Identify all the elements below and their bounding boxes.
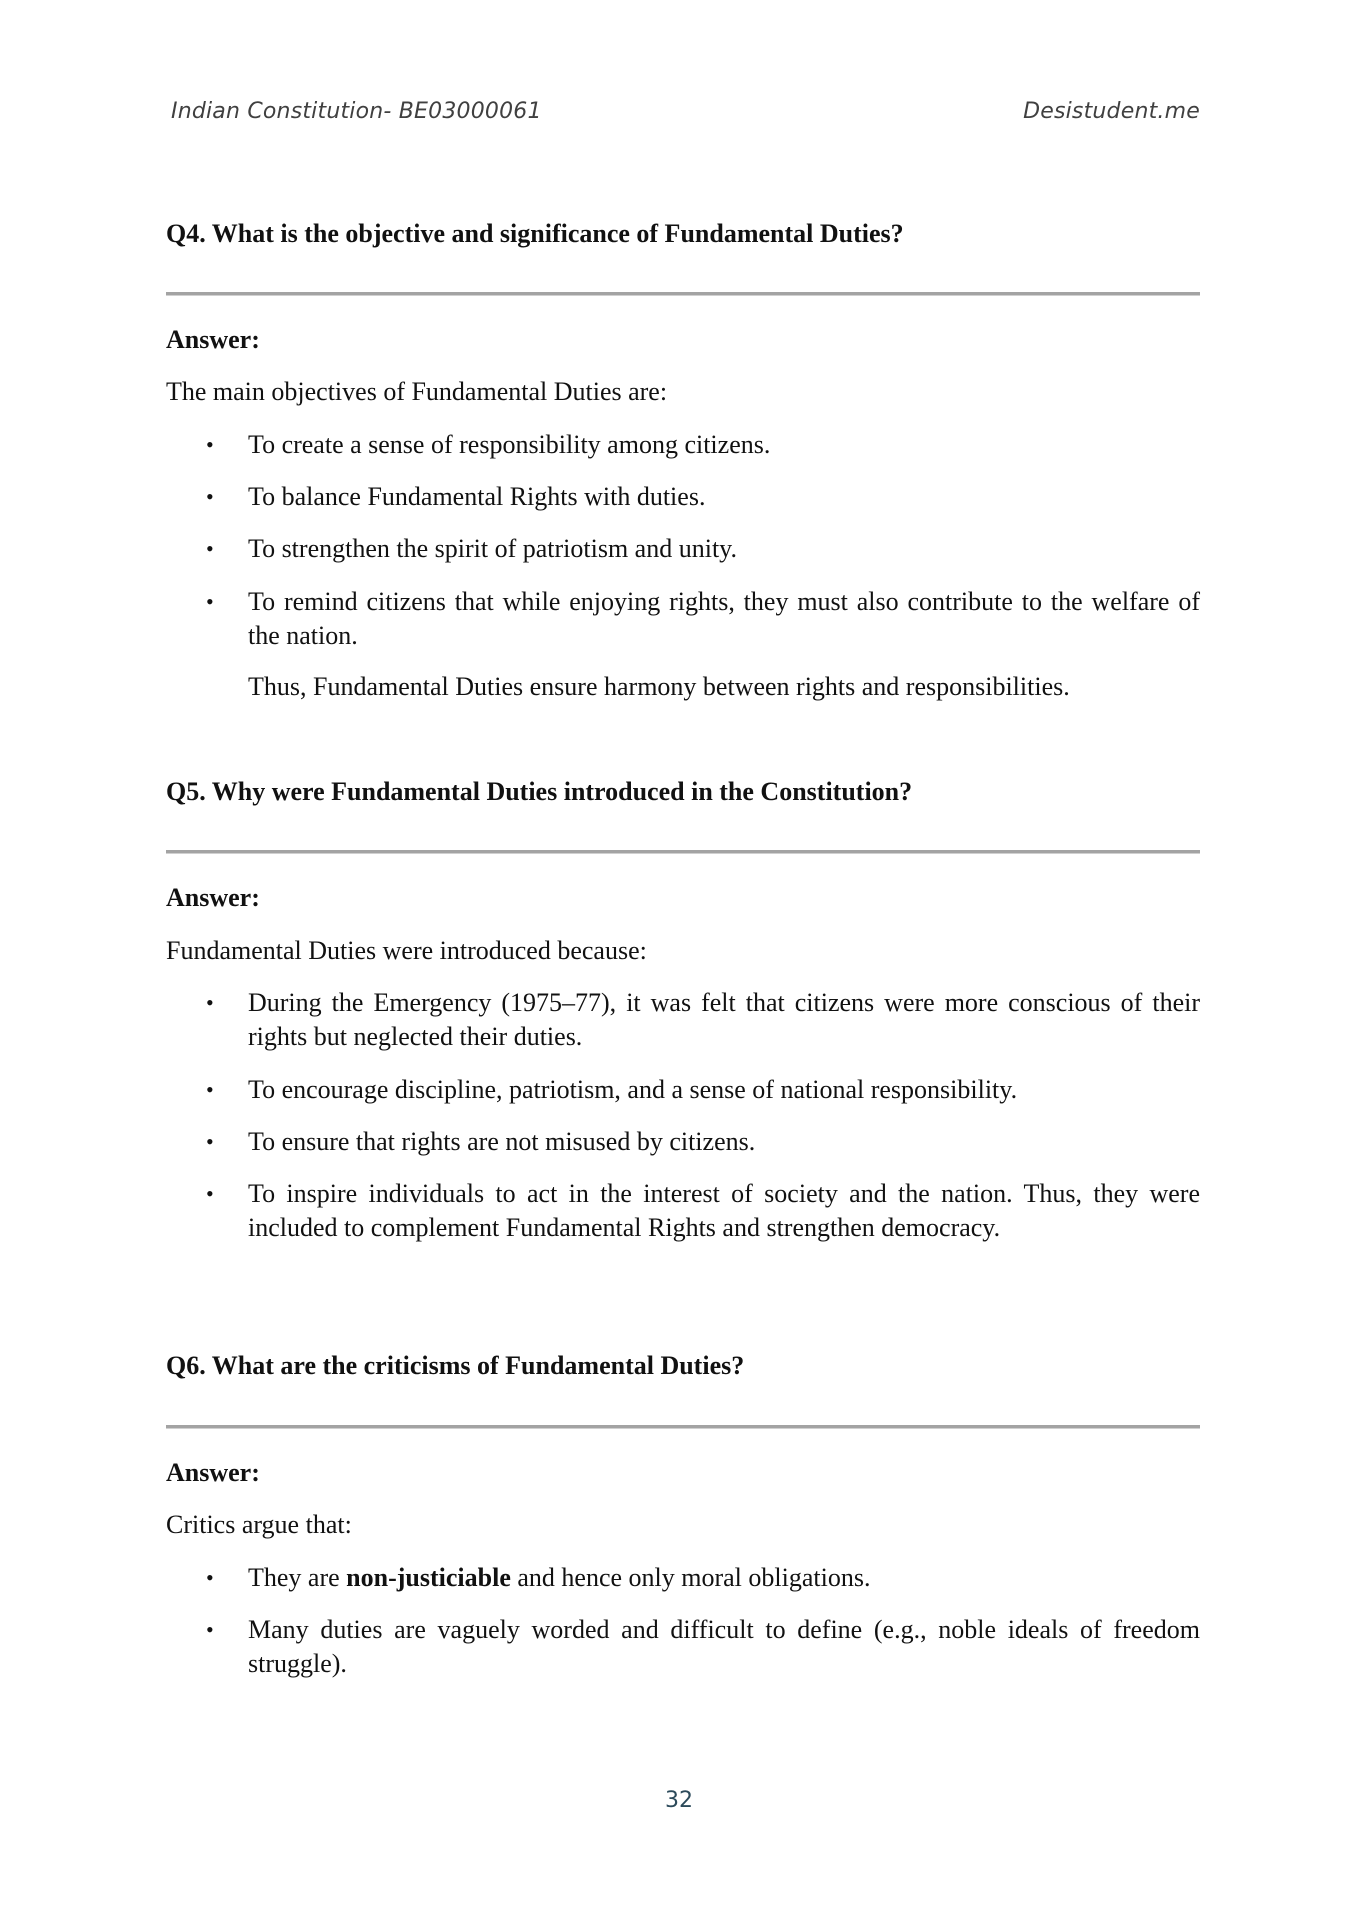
emphasis-text: non-justiciable	[346, 1563, 511, 1592]
bullet-icon: •	[206, 1129, 214, 1154]
list-item: • They are non-justiciable and hence only moral obligations.	[166, 1561, 1200, 1595]
answer-intro: Critics argue that:	[166, 1510, 352, 1539]
bullet-icon: •	[206, 536, 214, 561]
list-item: • To strengthen the spirit of patriotism and unity.	[166, 532, 1200, 566]
list-item: • Many duties are vaguely worded and difficult to define (e.g., noble ideals of freedom struggle).	[206, 1615, 1200, 1678]
answer-intro: Fundamental Duties were introduced because:	[166, 936, 647, 965]
bullet-icon: •	[206, 1565, 214, 1590]
divider-rule	[166, 292, 1200, 296]
answer-label: Answer:	[166, 325, 260, 354]
section-q5	[166, 776, 1200, 808]
answer-intro: The main objectives of Fundamental Duties are:	[166, 377, 668, 406]
conclusion-text: Thus, Fundamental Duties ensure harmony between rights and responsibilities.	[248, 672, 1070, 701]
list-item: • To balance Fundamental Rights with duties.	[166, 480, 1200, 514]
question-heading: Q5. Why were Fundamental Duties introduced in the Constitution?	[166, 777, 913, 806]
bullet-icon: •	[206, 484, 214, 509]
header-course-title: Indian Constitution- BE03000061	[171, 99, 542, 124]
bullet-icon: •	[206, 432, 214, 457]
header-site-name: Desistudent.me	[1023, 99, 1200, 124]
list-item: • To encourage discipline, patriotism, and a sense of national responsibility.	[166, 1073, 1200, 1107]
question-heading: Q6. What are the criticisms of Fundamental Duties?	[166, 1351, 745, 1380]
bullet-icon: •	[206, 990, 214, 1015]
bullet-icon: •	[206, 1181, 214, 1206]
divider-rule	[166, 1425, 1200, 1429]
section-q4	[166, 218, 1200, 250]
bullet-list	[166, 428, 1200, 462]
page-number: 32	[665, 1788, 693, 1813]
section-q6	[166, 1350, 1200, 1382]
bullet-icon: •	[206, 1617, 214, 1642]
question-heading: Q4. What is the objective and significance of Fundamental Duties?	[166, 219, 904, 248]
list-item: • To remind citizens that while enjoying rights, they must also contribute to the welfare of the nation.	[206, 587, 1200, 650]
bullet-icon: •	[206, 1077, 214, 1102]
bullet-icon: •	[206, 589, 214, 614]
list-item: • To inspire individuals to act in the interest of society and the nation. Thus, they were included to complement Fundamental Rights and strengthen democracy.	[206, 1179, 1200, 1242]
list-item: • To ensure that rights are not misused by citizens.	[166, 1125, 1200, 1159]
list-item: • During the Emergency (1975–77), it was felt that citizens were more conscious of their rights but neglected their duties.	[206, 988, 1200, 1051]
divider-rule	[166, 850, 1200, 854]
answer-label: Answer:	[166, 883, 260, 912]
answer-label: Answer:	[166, 1458, 260, 1487]
list-item: • To create a sense of responsibility among citizens.	[166, 428, 1200, 462]
